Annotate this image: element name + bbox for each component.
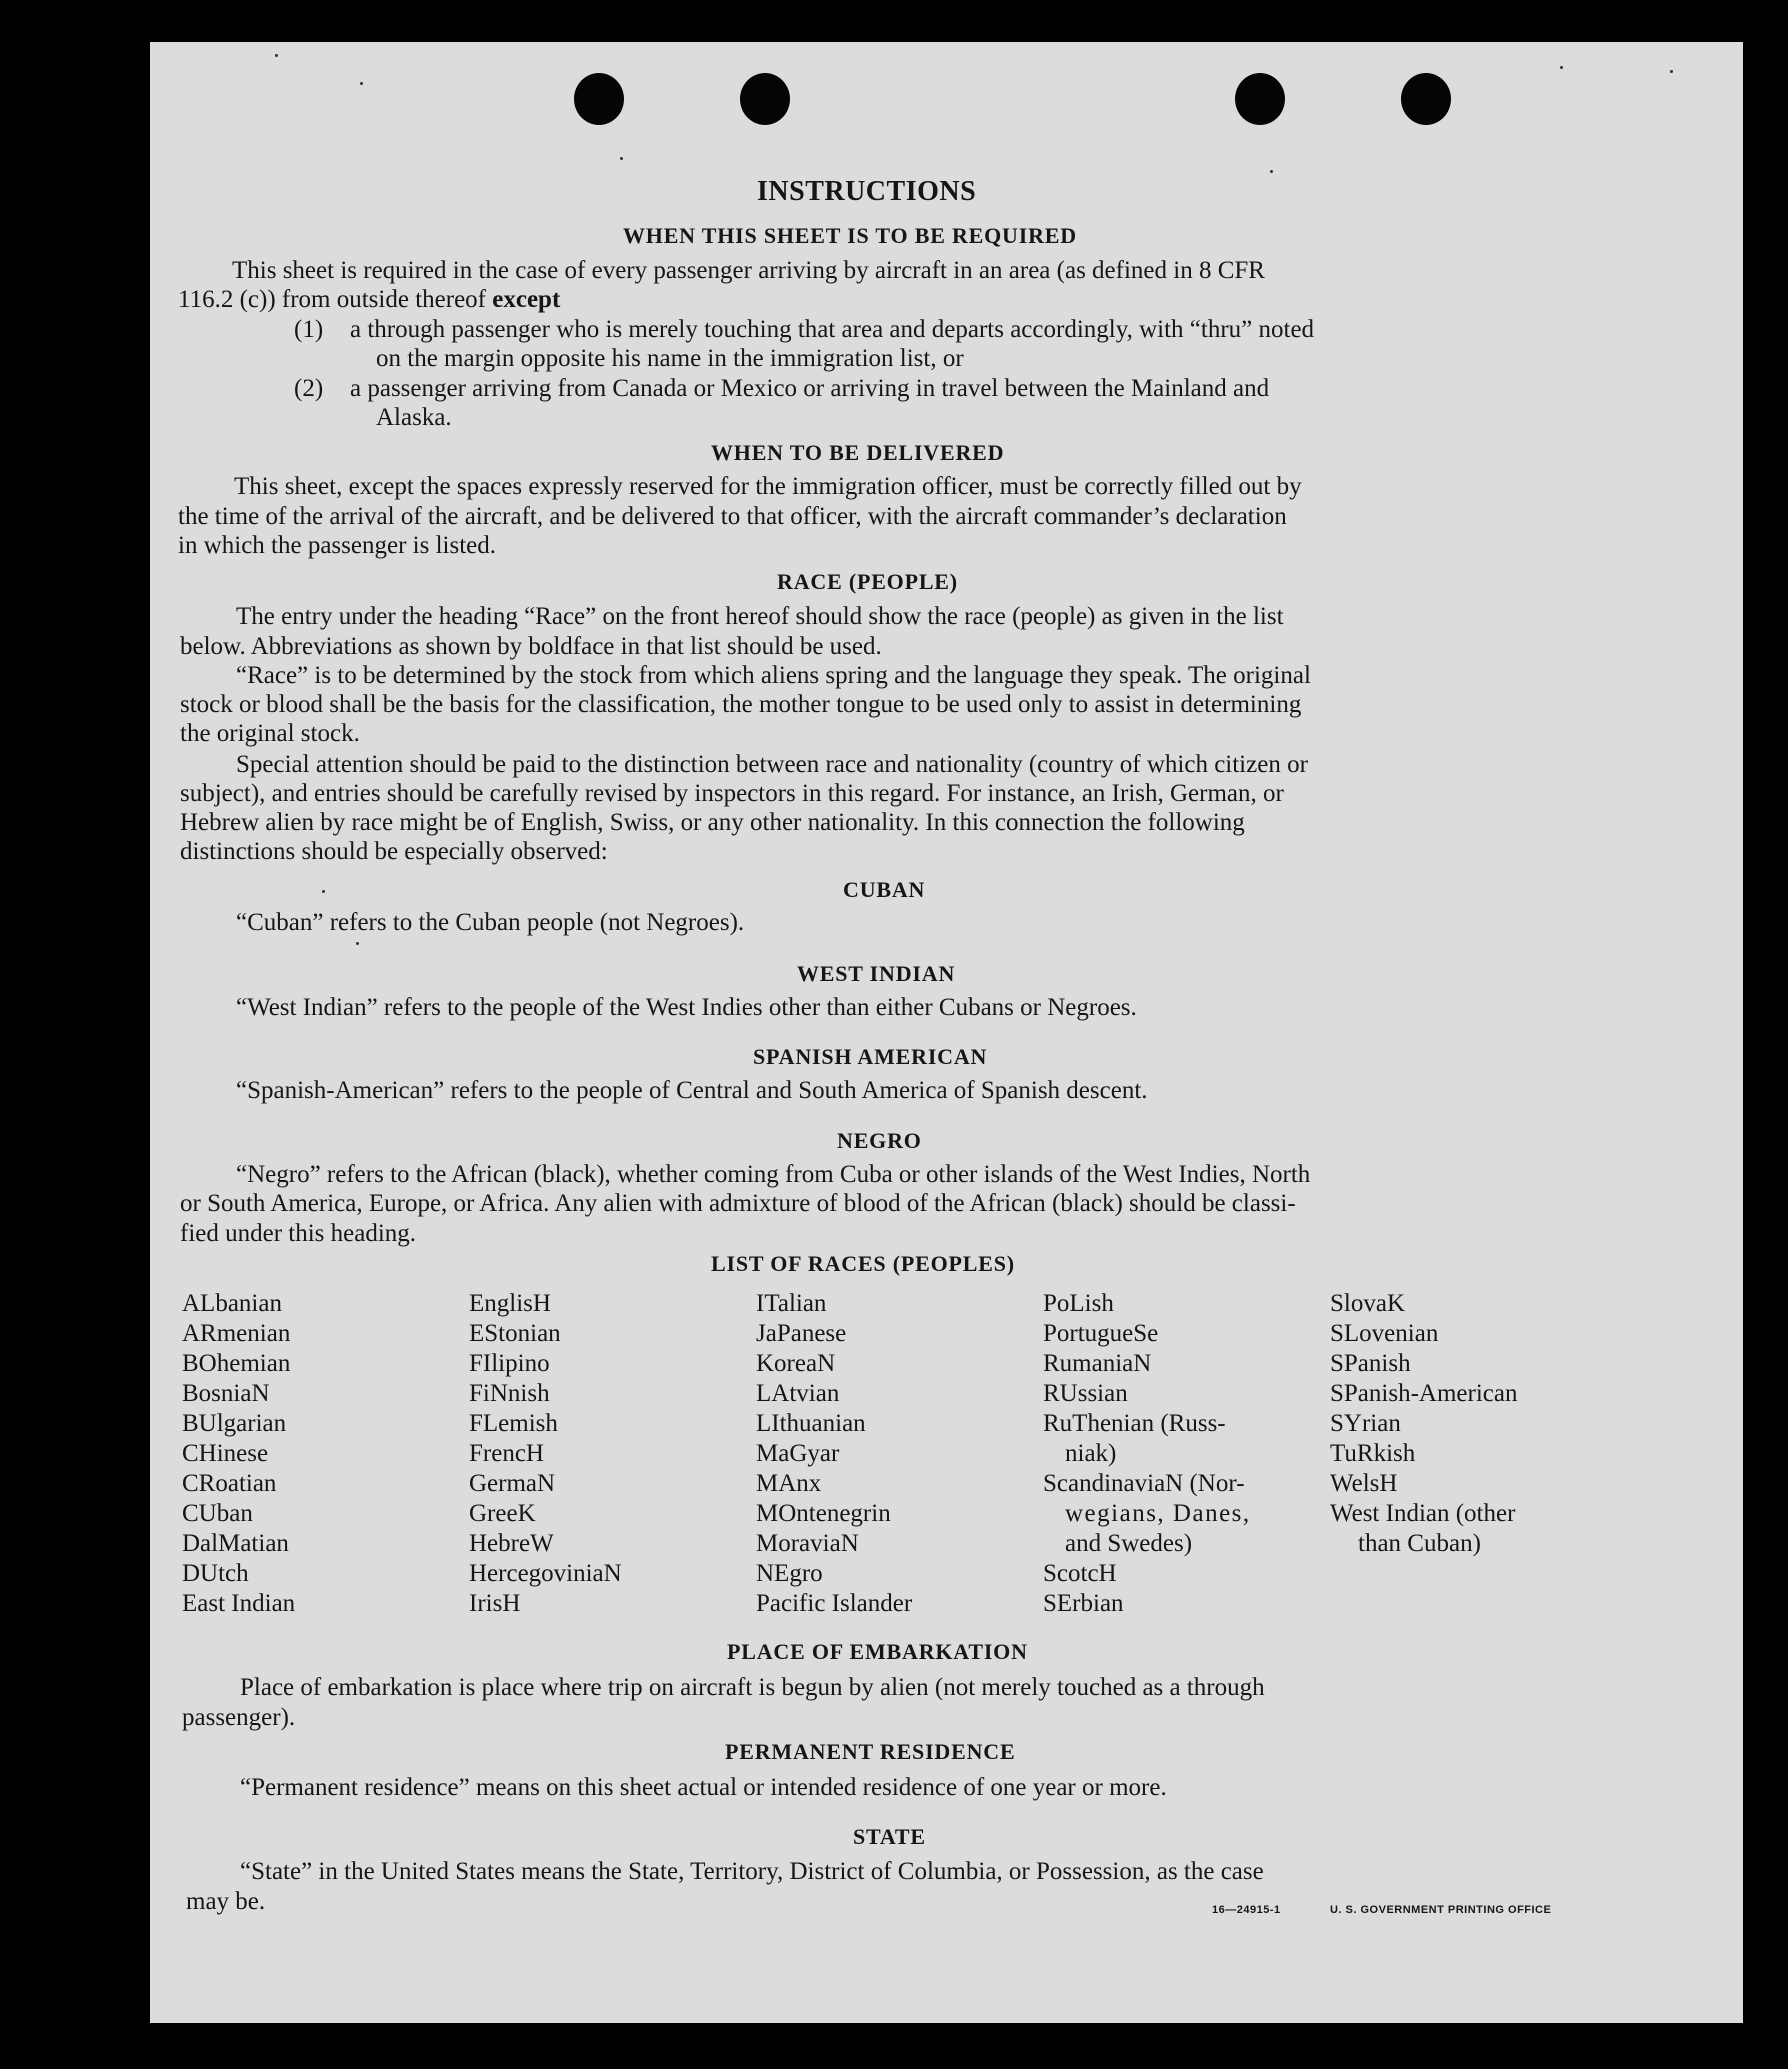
race-item: SPanish-American: [1330, 1380, 1518, 1407]
speck: [360, 82, 363, 85]
race-item: BosniaN: [182, 1380, 270, 1407]
race-item: FrencH: [469, 1440, 544, 1467]
race-item: HebreW: [469, 1530, 554, 1557]
race-item: East Indian: [182, 1590, 296, 1617]
form-number: 16—24915-1: [1212, 1904, 1281, 1916]
text-line: a passenger arriving from Canada or Mexico or arriving in travel between the Mainland and: [350, 375, 1270, 402]
race-item: RuThenian (Russ-: [1043, 1410, 1226, 1437]
race-item: FLemish: [469, 1410, 558, 1437]
text-line: “Cuban” refers to the Cuban people (not Negroes).: [236, 909, 745, 936]
punch-hole: [1401, 73, 1451, 125]
text-line: This sheet is required in the case of every passenger arriving by aircraft in an area (as defined in 8 CFR: [232, 257, 1265, 284]
text-line: may be.: [186, 1888, 266, 1915]
item-number: (1): [294, 316, 324, 343]
race-item: niak): [1065, 1440, 1117, 1467]
race-item: SErbian: [1043, 1590, 1124, 1617]
text-line: passenger).: [182, 1704, 296, 1731]
printer-imprint: U. S. GOVERNMENT PRINTING OFFICE: [1330, 1904, 1552, 1916]
text-line: Special attention should be paid to the distinction between race and nationality (country of which citizen or: [236, 751, 1308, 778]
race-item: LAtvian: [756, 1380, 840, 1407]
text-line: subject), and entries should be carefully revised by inspectors in this regard. For instance, an Irish, German, or: [180, 780, 1284, 807]
text-line: the original stock.: [180, 720, 360, 747]
race-item: LIthuanian: [756, 1410, 866, 1437]
race-item: MoraviaN: [756, 1530, 859, 1557]
text-line: “Negro” refers to the African (black), whether coming from Cuba or other islands of the West Indies, North: [236, 1161, 1311, 1188]
race-column: [1330, 1289, 1517, 1559]
race-column: [182, 1289, 295, 1619]
speck: [620, 157, 623, 160]
text-line: fied under this heading.: [180, 1220, 417, 1247]
race-item: PortugueSe: [1043, 1320, 1159, 1347]
text-line: in which the passenger is listed.: [178, 532, 496, 559]
page-title: INSTRUCTIONS: [757, 176, 977, 207]
race-item: HercegoviniaN: [469, 1560, 622, 1587]
text-line: a through passenger who is merely touching that area and departs accordingly, with “thru” noted: [350, 316, 1315, 343]
race-column: [1043, 1289, 1251, 1619]
race-item: SPanish: [1330, 1350, 1411, 1377]
race-item: SYrian: [1330, 1410, 1401, 1437]
text-line: stock or blood shall be the basis for the classification, the mother tongue to be used only to assist in determining: [180, 691, 1302, 718]
section-heading-permanent-residence: PERMANENT RESIDENCE: [725, 1739, 1016, 1764]
race-item: GermaN: [469, 1470, 556, 1497]
race-item: IrisH: [469, 1590, 521, 1617]
race-item: ScandinaviaN (Nor-: [1043, 1470, 1245, 1497]
punch-hole: [740, 73, 790, 125]
race-item: CUban: [182, 1500, 253, 1527]
race-item: KoreaN: [756, 1350, 836, 1377]
speck: [1270, 170, 1273, 173]
section-heading-west-indian: WEST INDIAN: [797, 961, 956, 986]
text-line: Alaska.: [376, 404, 452, 431]
speck: [1670, 70, 1673, 73]
punch-hole: [1235, 73, 1285, 125]
race-item: West Indian (other: [1330, 1500, 1516, 1527]
race-item: Pacific Islander: [756, 1590, 913, 1617]
race-item: MAnx: [756, 1470, 822, 1497]
text-line: This sheet, except the spaces expressly reserved for the immigration officer, must be correctly filled out by: [234, 473, 1302, 500]
race-item: wegians, Danes,: [1065, 1500, 1251, 1527]
race-item: NEgro: [756, 1560, 823, 1587]
section-heading-when-required: WHEN THIS SHEET IS TO BE REQUIRED: [623, 223, 1077, 248]
race-item: SlovaK: [1330, 1290, 1405, 1317]
race-item: SLovenian: [1330, 1320, 1439, 1347]
speck: [356, 942, 359, 945]
race-item: EStonian: [469, 1320, 561, 1347]
race-column: [756, 1289, 912, 1619]
race-column: [469, 1289, 622, 1619]
text-line: the time of the arrival of the aircraft, and be delivered to that officer, with the aircraft commander’s declaration: [178, 503, 1287, 530]
race-item: ARmenian: [182, 1320, 291, 1347]
race-item: CRoatian: [182, 1470, 277, 1497]
text-line: 116.2 (c)) from outside thereof except: [178, 286, 561, 313]
speck: [1560, 66, 1563, 69]
race-item: RUssian: [1043, 1380, 1128, 1407]
item-number: (2): [294, 375, 324, 402]
race-item: WelsH: [1330, 1470, 1398, 1497]
race-item: BOhemian: [182, 1350, 291, 1377]
race-item: GreeK: [469, 1500, 536, 1527]
text-line: “Spanish-American” refers to the people of Central and South America of Spanish descent.: [236, 1077, 1148, 1104]
text-line: “West Indian” refers to the people of the West Indies other than either Cubans or Negroes.: [236, 994, 1137, 1021]
race-item: PoLish: [1043, 1290, 1114, 1317]
section-heading-race: RACE (PEOPLE): [777, 569, 958, 594]
race-item: ScotcH: [1043, 1560, 1117, 1587]
race-item: RumaniaN: [1043, 1350, 1152, 1377]
race-item: JaPanese: [756, 1320, 847, 1347]
section-heading-embarkation: PLACE OF EMBARKATION: [727, 1639, 1028, 1664]
text-line: distinctions should be especially observed:: [180, 838, 608, 865]
race-item: CHinese: [182, 1440, 269, 1467]
race-item: BUlgarian: [182, 1410, 287, 1437]
race-item: DUtch: [182, 1560, 249, 1587]
text-line: on the margin opposite his name in the immigration list, or: [376, 345, 964, 372]
speck: [322, 890, 325, 893]
race-item: MOntenegrin: [756, 1500, 891, 1527]
section-heading-cuban: CUBAN: [843, 877, 926, 902]
section-heading-list-of-races: LIST OF RACES (PEOPLES): [711, 1251, 1015, 1276]
race-item: MaGyar: [756, 1440, 840, 1467]
race-item: ITalian: [756, 1290, 827, 1317]
text-line: Hebrew alien by race might be of English, Swiss, or any other nationality. In this connection the following: [180, 809, 1245, 836]
race-item: FIlipino: [469, 1350, 550, 1377]
section-heading-spanish-american: SPANISH AMERICAN: [753, 1044, 988, 1069]
race-item: ALbanian: [182, 1290, 282, 1317]
race-item: EnglisH: [469, 1290, 551, 1317]
text-line: or South America, Europe, or Africa. Any alien with admixture of blood of the African (black) should be classi-: [180, 1190, 1296, 1217]
race-item: than Cuban): [1358, 1530, 1481, 1557]
text-line: Place of embarkation is place where trip on aircraft is begun by alien (not merely touched as a through: [240, 1674, 1265, 1701]
text-line: The entry under the heading “Race” on the front hereof should show the race (people) as given in the list: [236, 603, 1284, 630]
section-heading-when-delivered: WHEN TO BE DELIVERED: [711, 440, 1005, 465]
text-line: below. Abbreviations as shown by boldface in that list should be used.: [180, 633, 882, 660]
race-item: and Swedes): [1065, 1530, 1193, 1557]
race-item: TuRkish: [1330, 1440, 1416, 1467]
text-line: “Race” is to be determined by the stock from which aliens spring and the language they speak. The original: [236, 662, 1311, 689]
text-line: “State” in the United States means the State, Territory, District of Columbia, or Possession, as the case: [240, 1858, 1264, 1885]
section-heading-state: STATE: [853, 1824, 926, 1849]
race-item: FiNnish: [469, 1380, 550, 1407]
punch-hole: [574, 73, 624, 125]
race-item: DalMatian: [182, 1530, 289, 1557]
section-heading-negro: NEGRO: [837, 1128, 922, 1153]
text-line: “Permanent residence” means on this sheet actual or intended residence of one year or more.: [240, 1774, 1167, 1801]
speck: [275, 54, 278, 57]
